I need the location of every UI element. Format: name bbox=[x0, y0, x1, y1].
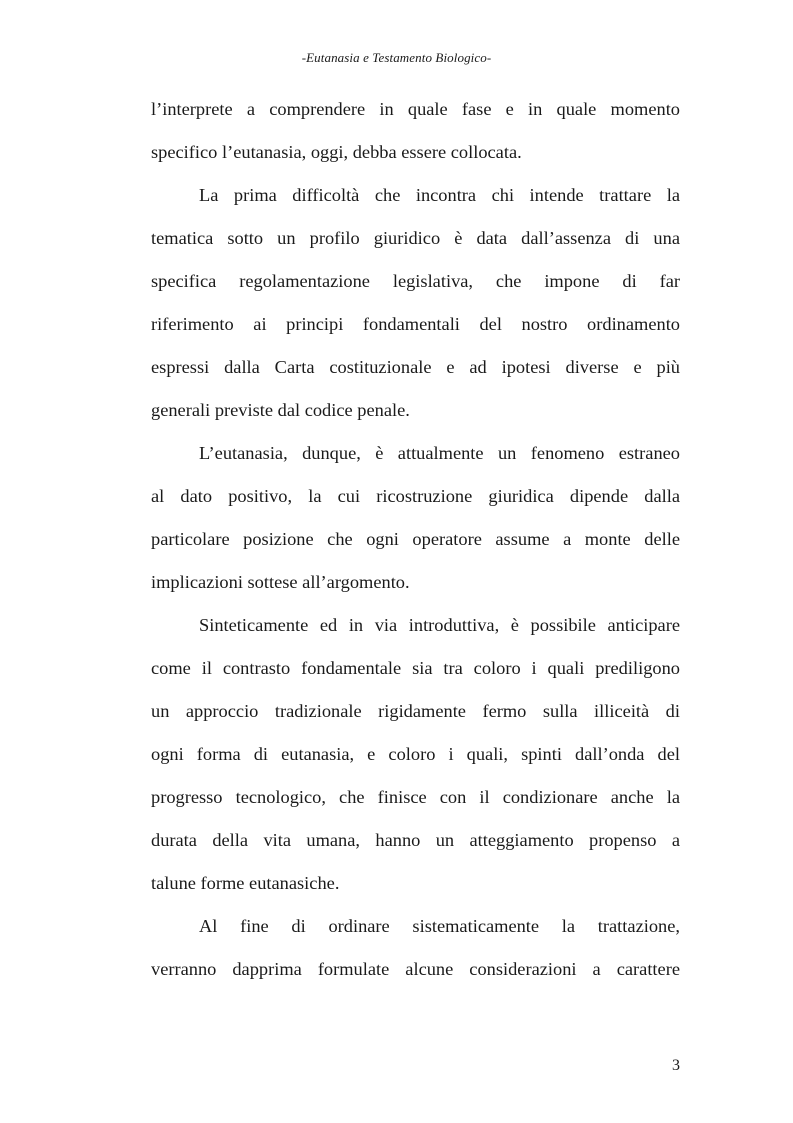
text-line: talune forme eutanasiche. bbox=[151, 873, 340, 893]
text-line: implicazioni sottese all’argomento. bbox=[151, 572, 410, 592]
text-line: specifico l’eutanasia, oggi, debba essere collocata. bbox=[151, 142, 522, 162]
text-line: riferimento ai principi fondamentali del nostro ordinamento bbox=[151, 314, 680, 334]
text-line: tematica sotto un profilo giuridico è data dall’assenza di una bbox=[151, 228, 680, 248]
running-header: -Eutanasia e Testamento Biologico- bbox=[301, 50, 492, 65]
body-text bbox=[151, 88, 680, 991]
text-line: L’eutanasia, dunque, è attualmente un fenomeno estraneo bbox=[199, 443, 680, 463]
text-line: generali previste dal codice penale. bbox=[151, 400, 410, 420]
text-line: l’interprete a comprendere in quale fase e in quale momento bbox=[151, 99, 680, 119]
text-line: ogni forma di eutanasia, e coloro i quali, spinti dall’onda del bbox=[151, 744, 680, 764]
text-line: un approccio tradizionale rigidamente fermo sulla illiceità di bbox=[151, 701, 680, 721]
text-line: Al fine di ordinare sistematicamente la trattazione, bbox=[199, 916, 680, 936]
text-line: al dato positivo, la cui ricostruzione giuridica dipende dalla bbox=[151, 486, 680, 506]
text-line: espressi dalla Carta costituzionale e ad ipotesi diverse e più bbox=[151, 357, 680, 377]
text-line: specifica regolamentazione legislativa, che impone di far bbox=[151, 271, 680, 291]
text-line: verranno dapprima formulate alcune considerazioni a carattere bbox=[151, 959, 680, 979]
text-line: progresso tecnologico, che finisce con il condizionare anche la bbox=[151, 787, 680, 807]
text-line: come il contrasto fondamentale sia tra coloro i quali prediligono bbox=[151, 658, 680, 678]
text-line: Sinteticamente ed in via introduttiva, è possibile anticipare bbox=[199, 615, 680, 635]
text-line: durata della vita umana, hanno un atteggiamento propenso a bbox=[151, 830, 680, 850]
page-number: 3 bbox=[672, 1057, 680, 1074]
text-line: particolare posizione che ogni operatore assume a monte delle bbox=[151, 529, 680, 549]
text-line: La prima difficoltà che incontra chi intende trattare la bbox=[199, 185, 680, 205]
